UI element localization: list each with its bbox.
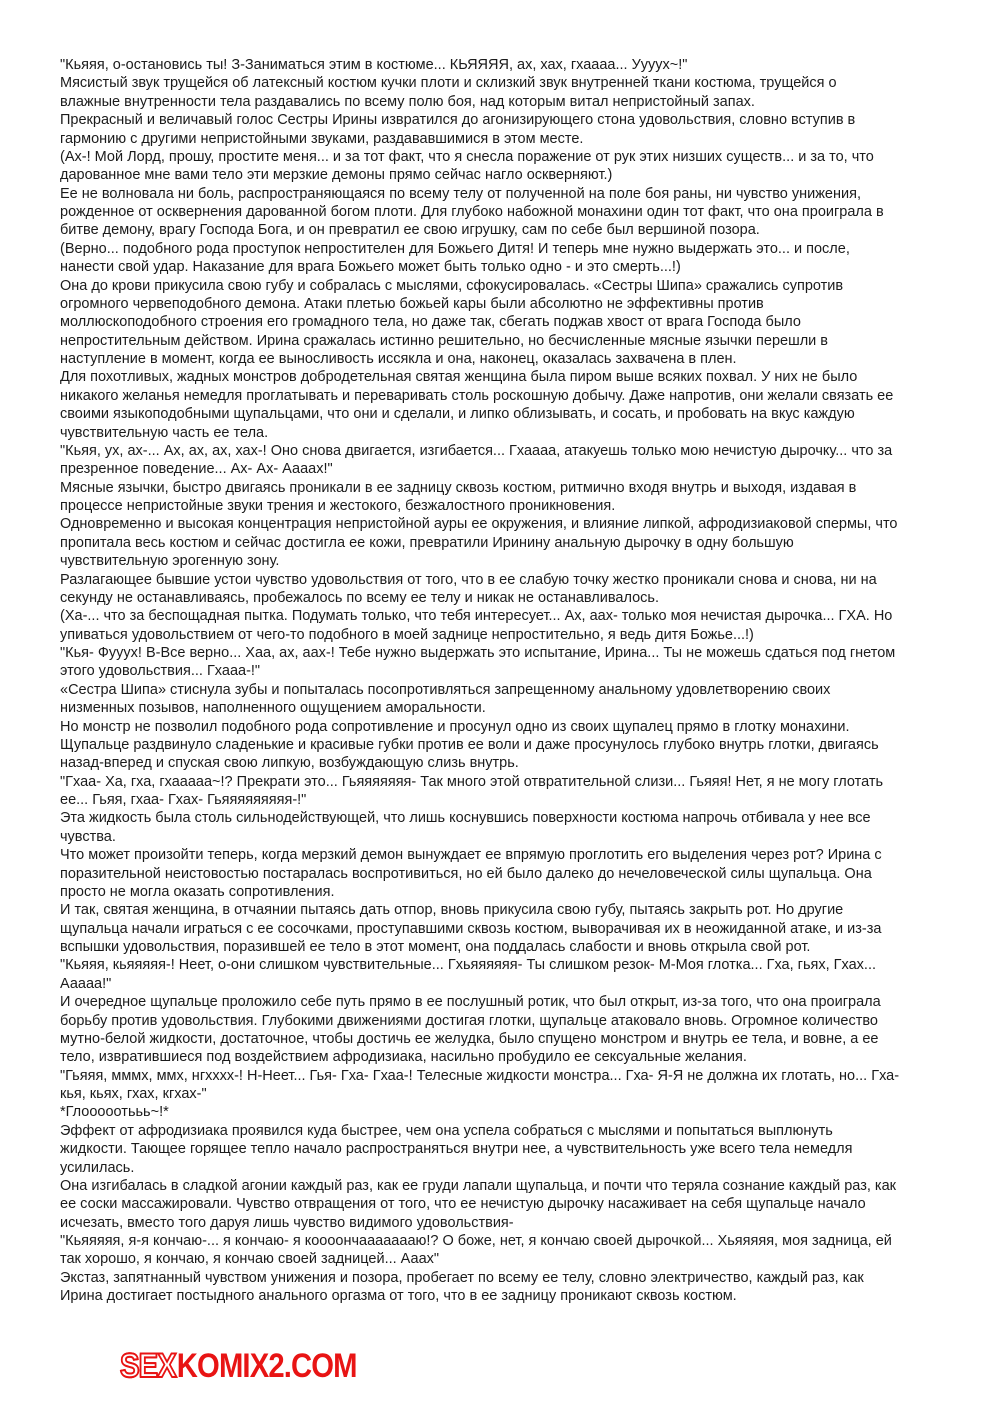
- text-line: Ее не волновала ни боль, распространяющаяся по всему телу от полученной на поле боя раны, ни чувство унижения,: [60, 185, 861, 202]
- text-line: поразительной неистовостью постаралась воспротивиться, но ей было далеко до нечеловеческой силы щупальца. Она: [60, 865, 872, 882]
- text-line: битве демону, врагу Господа Бога, и он превратил ее свою игрушку, сам по себе был вершиной позора.: [60, 222, 760, 239]
- text-line: нанести свой удар. Наказание для врага Божьего может быть только одно - и это смерть...!): [60, 259, 681, 276]
- text-line: "Кьяяяяя, я-я кончаю-... я кончаю- я коооончаааааааю!? О боже, нет, я кончаю своей дырочкой... Хьяяяяя, моя задница, ей: [60, 1233, 892, 1249]
- text-line: наступление в момент, когда ее выносливость иссякла и она, наконец, оказалась захвачена в плен.: [60, 351, 737, 367]
- text-line: Щупальце раздвинуло сладенькие и красивые губки против ее воли и даже просунулось глубоко внутрь глотки, двигаясь: [60, 736, 879, 753]
- text-line: низменных позывов, наполненного ощущением аморальности.: [60, 700, 486, 717]
- text-line: исчезать, вместо того даруя лишь чувство видимого удовольствия-: [60, 1214, 514, 1231]
- text-line: Разлагающее бывшие устои чувство удовольствия от того, что в ее слабую точку жестко проникали снова и снова, ни на: [60, 571, 877, 588]
- text-line: Ирина достигает постыдного анального оргазма от того, что в ее задницу проникают сквозь костюм.: [60, 1288, 737, 1305]
- text-line: Экстаз, запятнанный чувством унижения и позора, пробегает по всему ее телу, словно электричество, каждый раз, как: [60, 1269, 864, 1286]
- text-line: секунду не останавливаясь, пробежалось по всему ее телу и никак не останавливалось.: [60, 589, 659, 606]
- text-line: борьбу против удовольствия. Глубокими движениями достигая глотки, щупальце атаковало вновь. Огромное количество: [60, 1012, 878, 1029]
- logo-domain-part: KOMIX2.COM: [176, 1347, 357, 1385]
- text-line: (Верно... подобного рода проступок непростителен для Божьего Дитя! И теперь мне нужно выдержать это... и после,: [60, 240, 850, 257]
- text-line: процессе непристойные звуки трения и жестокого, безжалостного проникновения.: [60, 498, 616, 514]
- text-line: дарованное мне вами тело эти мерзкие демоны прямо сейчас нагло оскверняют.): [60, 167, 613, 184]
- text-line: "Кья- Фууух! В-Все верно... Хаа, ах, аах-! Тебе нужно выдержать это испытание, Ирина... Ты не можешь сдаться под гнетом: [60, 645, 896, 661]
- text-line: Эта жидкость была столь сильнодействующей, что лишь коснувшись поверхности костюма напрочь отбивала у нее все: [60, 810, 871, 827]
- text-line: тело, извратившиеся под воздействием афродизиака, насильно пробудило ее сексуальные желания.: [60, 1049, 747, 1066]
- text-line: "Гхаа- Ха, гха, гхааааа~!? Прекрати это... Гьяяяяяяя- Так много этой отвратительной слизи... Гьяяя! Нет, я не могу глотать: [60, 773, 884, 790]
- text-line: чувствительную часть ее тела.: [60, 424, 269, 441]
- text-line: Для похотливых, жадных монстров добродетельная святая женщина была пиром выше всяких похвал. У них не было: [60, 369, 858, 386]
- text-line: (Ха-... что за беспощадная пытка. Подумать только, что тебя интересует... Ах, аах- только моя нечистая дырочка... ГХА. Но: [60, 608, 893, 625]
- text-line: пропитала весь костюм и сейчас достигла ее кожи, превратили Иринину анальную дырочку в одну большую: [60, 534, 794, 551]
- text-line: Что может произойти теперь, когда мерзкий демон вынуждает ее впрямую проглотить его выделения через рот? Ирина с: [60, 847, 882, 864]
- text-line: презренное поведение... Ах- Ах- Аааах!": [60, 461, 333, 478]
- text-line: "Кьяяя, о-остановись ты! З-Заниматься этим в костюме... КЬЯЯЯЯ, ах, хах, гхаааа... Уууух~!": [60, 57, 688, 73]
- text-line: моллюскоподобного строения его громадного тела, но даже так, сбегать поджав хвост от врага Господа было: [60, 314, 801, 331]
- text-line: этого удовольствия... Гхааа-!": [60, 663, 261, 680]
- text-line: непростительным действом. Ирина сражалась истинно решительно, но бесчисленные мясные язычки перешли в: [60, 332, 829, 349]
- text-line: "Кьяя, ух, ах-... Ах, ах, ах, хах-! Оно снова двигается, изгибается... Гхаааа, атакуешь только мою нечистую дырочку... что за: [60, 442, 893, 459]
- text-line: Мясные язычки, быстро двигаясь проникали в ее задницу сквозь костюм, ритмично входя внутрь и выходя, издавая в: [60, 479, 857, 496]
- text-line: И так, святая женщина, в отчаянии пытаясь дать отпор, вновь прикусила свою губу, пытаясь закрыть рот. Но другие: [60, 902, 844, 919]
- text-line: *Глооооотььь~!*: [60, 1104, 169, 1121]
- story-text: [60, 56, 950, 1306]
- text-line: кья, кьях, гхах, кгхах-": [60, 1086, 207, 1102]
- text-line: чувствительную эрогенную зону.: [60, 553, 280, 570]
- text-line: ее соски массажировали. Чувство отвращения от того, что ее нечистую дырочку насаживает на себя щупальце начало: [60, 1196, 866, 1213]
- text-line: Прекрасный и величавый голос Сестры Ирины извратился до агонизирующего стона удовольствия, словно вступив в: [60, 112, 856, 129]
- text-line: влажные внутренности тела раздавались по всему полю боя, над которым витал непристойный запах.: [60, 93, 755, 110]
- text-line: (Ах-! Мой Лорд, прошу, простите меня... и за тот факт, что я снесла поражение от рук этих низших существ... и за то, что: [60, 148, 874, 165]
- text-line: упиваться удовольствием от чего-то подобного в моей заднице непростительно, я ведь дитя Божье...!): [60, 626, 754, 643]
- text-line: щупальца начали играться с ее сосочками, проступавшими сквозь костюм, выворачивая их в неожиданной атаке, и из-за: [60, 920, 882, 937]
- text-line: Одновременно и высокая концентрация непристойной ауры ее окружения, и влияние липкой, афродизиаковой спермы, что: [60, 516, 898, 533]
- footer: [120, 1349, 395, 1389]
- text-line: назад-вперед и спуская свою липкую, возбуждающую слизь внутрь.: [60, 755, 519, 772]
- text-line: жидкости. Тающее горящее тепло начало распространяться внутри нее, а чувствительность уже всего тела немедля: [60, 1141, 853, 1158]
- text-line: Мясистый звук трущейся об латексный костюм кучки плоти и склизкий звук внутренней ткани костюма, трущейся о: [60, 75, 837, 92]
- text-line: И очередное щупальце проложило себе путь прямо в ее послушный ротик, что был открыт, из-за того, что она проиграла: [60, 994, 881, 1011]
- text-line: Но монстр не позволил подобного рода сопротивление и просунул одно из своих щупалец прямо в глотку монахини.: [60, 718, 850, 735]
- text-line: никакого желанья немедля проглатывать и переваривать столь роскошную добычу. Даже напротив, они желали связать ее: [60, 387, 894, 404]
- text-line: вспышки удовольствия, поразившей ее тело в этот момент, она поддалась слабости и вновь открыла свой рот.: [60, 939, 811, 955]
- text-line: мутно-белой жидкости, достаточное, чтобы достичь ее желудка, было спущено монстром и внутрь ее тела, и вовне, а ее: [60, 1030, 879, 1047]
- text-line: "Кьяяя, кьяяяяя-! Неет, о-они слишком чувствительные... Гхьяяяяяя- Ты слишком резок- М-Моя глотка... Гха, гьях, Гхах...: [60, 957, 877, 974]
- text-line: Она до крови прикусила свою губу и собралась с мыслями, сфокусировалась. «Сестры Шипа» сражались супротив: [60, 277, 844, 294]
- text-line: просто не могла оказать сопротивления.: [60, 883, 335, 900]
- text-line: Ааааа!": [60, 975, 112, 992]
- logo-sex-part: SEX: [120, 1347, 176, 1385]
- text-line: "Гьяяя, мммх, ммх, нгхххх-! Н-Неет... Гья- Гха- Гхаа-! Телесные жидкости монстра... Гха- Я-Я не должна их глотать, но... Гха-: [60, 1067, 900, 1084]
- text-line: своими языкоподобными щупальцами, что они и сделали, и липко облизывать, и сосать, и пробовать на вкус каждую: [60, 406, 855, 423]
- text-line: ее... Гьяя, гхаа- Гхах- Гьяяяяяяяяя-!": [60, 792, 307, 808]
- text-line: гармонию с другими непристойными звуками, раздававшимися в этом месте.: [60, 130, 584, 147]
- text-line: «Сестра Шипа» стиснула зубы и попыталась посопротивляться запрещенному анальному удовлетворению своих: [60, 681, 831, 698]
- text-line: так хорошо, я кончаю, я кончаю своей задницей... Ааах": [60, 1251, 440, 1268]
- text-line: Эффект от афродизиака проявился куда быстрее, чем она успела собраться с мыслями и попытаться выплюнуть: [60, 1122, 833, 1139]
- text-line: огромного червеподобного демона. Атаки плетью божьей кары были абсолютно не эффективны против: [60, 295, 764, 312]
- text-line: чувства.: [60, 828, 116, 845]
- text-line: рожденное от осквернения дарованной богом плоти. Для глубоко набожной монахини один тот факт, что она проиграла в: [60, 204, 884, 220]
- text-line: усилилась.: [60, 1159, 135, 1176]
- text-line: Она изгибалась в сладкой агонии каждый раз, как ее груди лапали щупальца, и почти что теряла сознание каждый раз, как: [60, 1177, 896, 1194]
- sexkomix2-logo[interactable]: [120, 1349, 357, 1383]
